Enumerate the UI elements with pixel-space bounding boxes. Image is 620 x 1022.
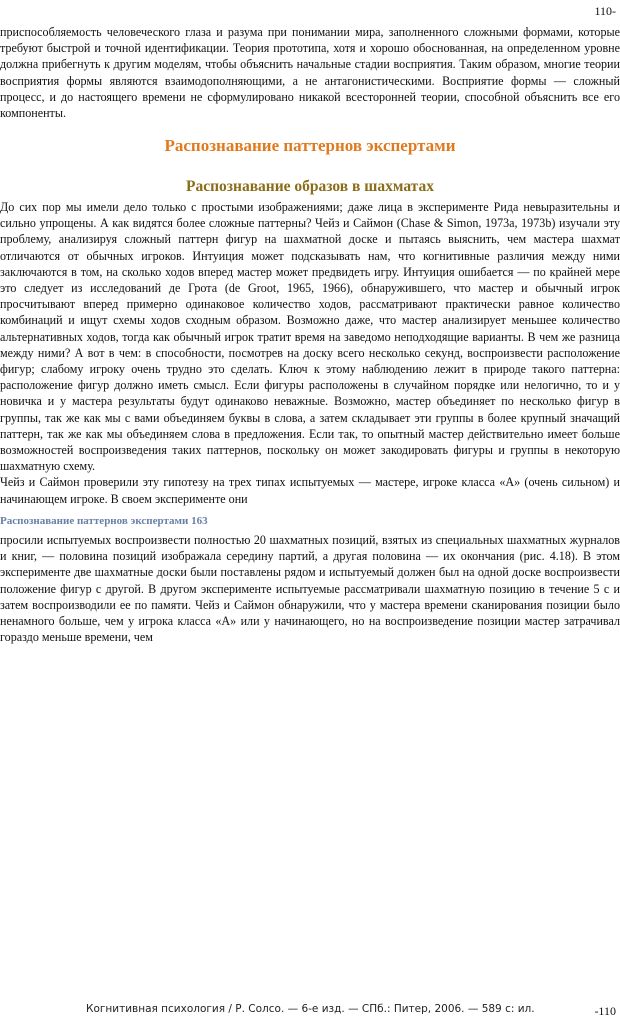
body-text-block-1 bbox=[0, 199, 620, 507]
body-paragraph-2: Чейз и Саймон проверили эту гипотезу на трех типах испытуемых — мастере, игроке класса «А» (очень сильном) и начинающем игроке. В своем эксперименте они bbox=[0, 475, 620, 506]
page-number-top: 110- bbox=[594, 4, 616, 18]
running-head: Распознавание паттернов экспертами 163 bbox=[0, 515, 208, 527]
body-paragraph-1: До сих пор мы имели дело только с простыми изображениями; даже лица в эксперименте Рида невыразительны и сильно упрощены. А как видятся более сложные паттерны? Чейз и Саймон (Chase & Simon, 1973a, 1973b) изучали эту проблему, анализируя сложный паттерн фигур на шахматной доске и пытаясь выяснить, чем мастера шахмат отличаются от обычных игроков. Интуиция может подсказывать нам, что когнитивные различия между ними заключаются в том, на сколько ходов вперед мастер может предвидеть игру. Интуиция ошибается — по крайней мере это следует из исследований де Грота (de Groot, 1965, 1966), обнаружившего, что мастер и обычный игрок просчитывают вперед примерно одинаковое количество ходов, рассматривают практически равное количество комбинаций и ищут схемы ходов сходным образом. Возможно даже, что мастер анализирует меньшее количество альтернативных ходов, тогда как обычный игрок тратит время на заведомо неподходящие варианты. В чем же разница между ними? А вот в чем: в способности, посмотрев на доску всего несколько секунд, воспроизвести расположение фигур; слабому игроку очень трудно это сделать. Ключ к этому наблюдению лежит в природе такого паттерна: расположение фигур должно иметь смысл. Если фигуры расположены в случайном порядке или нелогично, то и у новичка и у мастера результаты будут одинаково неважные. Возможно, мастер объединяет по несколько фигур в группы, так же как мы с вами объединяем буквы в слова, а затем складывает эти группы в более крупный значащий паттерн, так же как мы объединяем слова в предложения. Если так, то опытный мастер действительно имеет больше возможностей воспроизведения таких паттернов, поскольку он может закодировать фигуры и группы в некоторую шахматную схему. bbox=[0, 200, 620, 474]
footer-citation: Когнитивная психология / Р. Солсо. — 6-е изд. — СПб.: Питер, 2006. — 589 с: ил. bbox=[86, 1003, 535, 1015]
section-title: Распознавание паттернов экспертами bbox=[164, 136, 456, 155]
body-text-block-2 bbox=[0, 532, 620, 645]
intro-paragraph-block bbox=[0, 24, 620, 121]
intro-paragraph: приспособляемость человеческого глаза и разума при понимании мира, заполненного сложными формами, которые требуют быстрой и точной идентификации. Теория прототипа, хотя и хорошо обоснованная, на определенном уровне должна прибегнуть к другим моделям, чтобы объяснить начальные стадии восприятия. Таким образом, многие теории восприятия формы являются взаимодополняющими, а не антагонистическими. Восприятие формы — сложный процесс, и до настоящего времени не сформулировано никакой всесторонней теории, способной объяснить все его компоненты. bbox=[0, 25, 620, 121]
page-number-bottom: -110 bbox=[594, 1004, 616, 1018]
body-paragraph-3: просили испытуемых воспроизвести полностью 20 шахматных позиций, взятых из специальных шахматных журналов и книг, — половина позиций изображала середину партий, а другая половина — их окончания (рис. 4.18). В этом эксперименте две шахматные доски были поставлены рядом и испытуемый должен был на одной доске воспроизвести положение фигур с другой. В другом эксперименте испытуемые рассматривали шахматную позицию в течение 5 с и затем воспроизводили ее по памяти. Чейз и Саймон обнаружили, что у мастера времени сканирования позиции было ненамного больше, чем у игрока класса «А» или у начинающего, но на воспроизведение позиции мастер затрачивал гораздо меньше времени, чем bbox=[0, 533, 620, 645]
subsection-title: Распознавание образов в шахматах bbox=[186, 178, 434, 195]
